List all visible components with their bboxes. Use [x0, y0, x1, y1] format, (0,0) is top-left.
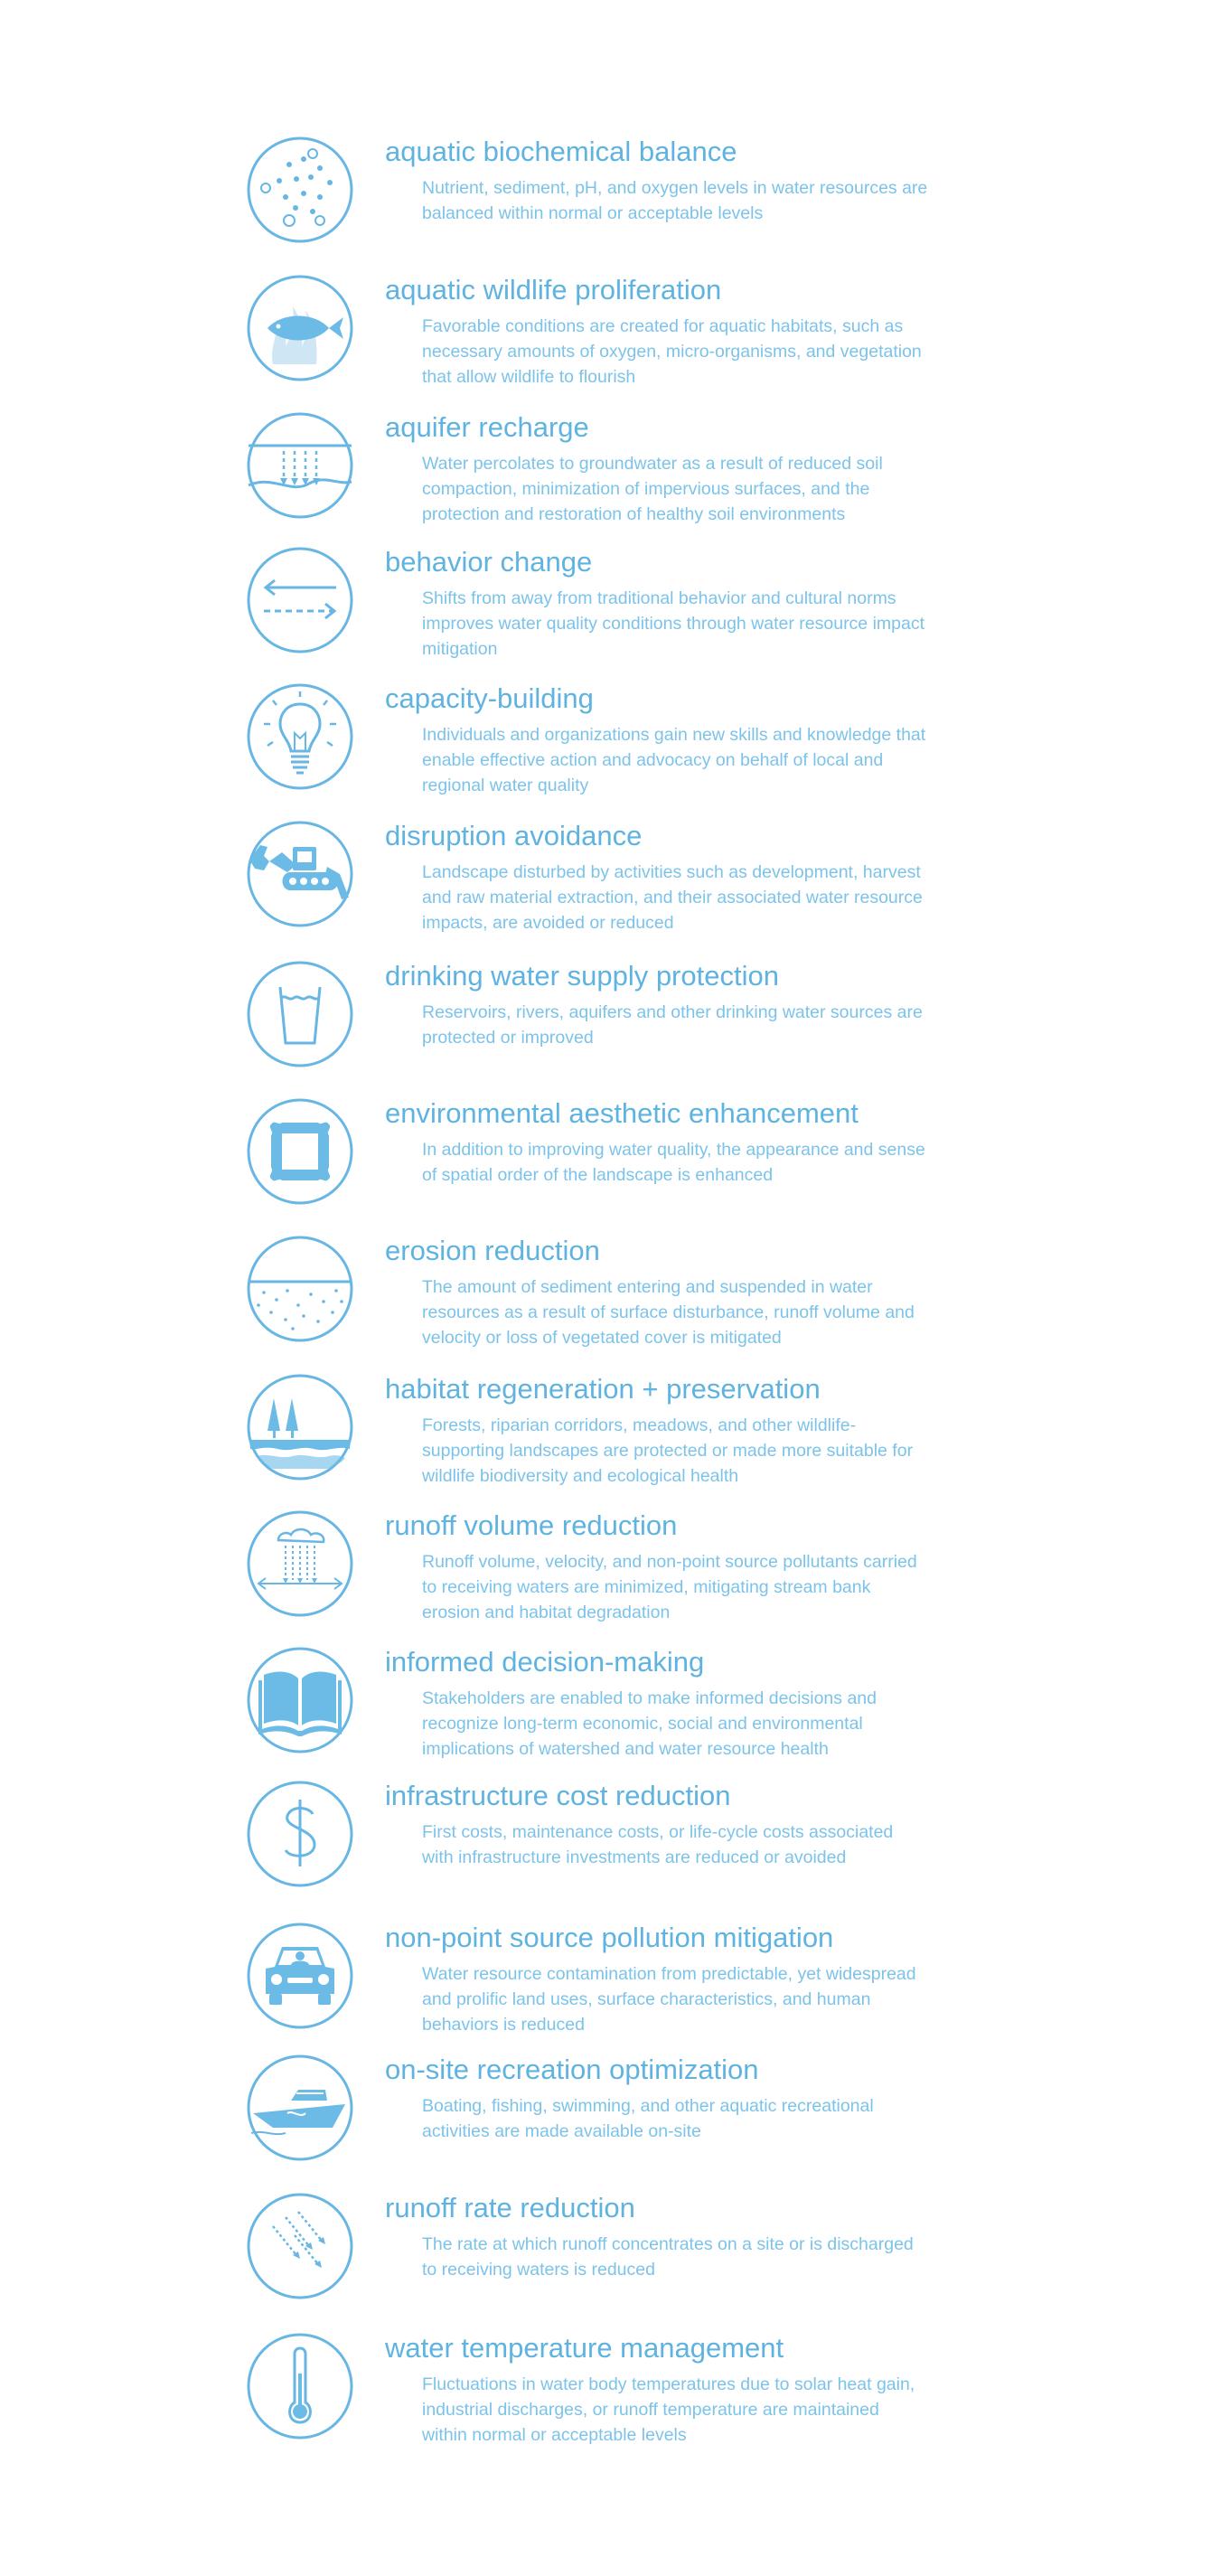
- item-title: infrastructure cost reduction: [385, 1780, 731, 1811]
- diagonal-arrows-icon: [246, 2192, 354, 2300]
- item-description: Water percolates to groundwater as a result of reduced soil compaction, minimization of impervious surfaces, and the protection and restoration of healthy soil environments: [422, 454, 883, 524]
- thermometer-icon: [246, 2332, 354, 2440]
- water-bubbles-icon: [246, 136, 354, 244]
- bulldozer-icon: [246, 820, 354, 928]
- item-description: Water resource contamination from predictable, yet widespread and prolific land uses, surface characteristics, and human behaviors is reduced: [422, 1964, 916, 2035]
- item-description: Individuals and organizations gain new skills and knowledge that enable effective action and advocacy on behalf of local and regional water quality: [422, 725, 926, 795]
- item-description: Fluctuations in water body temperatures due to solar heat gain, industrial discharges, or runoff temperature are maintained within normal or acceptable levels: [422, 2374, 915, 2445]
- item-title: environmental aesthetic enhancement: [385, 1097, 859, 1129]
- item-title: aquatic wildlife proliferation: [385, 274, 722, 306]
- item-title: drinking water supply protection: [385, 960, 779, 992]
- sediment-icon: [246, 1235, 354, 1343]
- fish-icon: [246, 274, 354, 382]
- item-description: Forests, riparian corridors, meadows, and other wildlife-supporting landscapes are protected or made more suitable for wildlife biodiversity and ecological health: [422, 1415, 914, 1486]
- picture-frame-icon: [246, 1097, 354, 1206]
- item-title: behavior change: [385, 546, 593, 578]
- car-icon: [246, 1922, 354, 2030]
- item-description: In addition to improving water quality, the appearance and sense of spatial order of the landscape is enhanced: [422, 1140, 925, 1185]
- item-description: Reservoirs, rivers, aquifers and other drinking water sources are protected or improved: [422, 1002, 923, 1048]
- item-title: erosion reduction: [385, 1235, 600, 1266]
- item-description: Runoff volume, velocity, and non-point source pollutants carried to receiving waters are minimized, mitigating stream bank erosion and habitat degradation: [422, 1552, 917, 1622]
- item-description: Favorable conditions are created for aquatic habitats, such as necessary amounts of oxygen, micro-organisms, and vegetation that allow wildlife to flourish: [422, 316, 922, 387]
- item-title: capacity-building: [385, 682, 594, 714]
- trees-icon: [246, 1373, 354, 1481]
- item-description: The amount of sediment entering and suspended in water resources as a result of surface disturbance, runoff volume and velocity or loss of vegetated cover is mitigated: [422, 1277, 915, 1348]
- item-description: Boating, fishing, swimming, and other aquatic recreational activities are made available on-site: [422, 2096, 874, 2141]
- item-title: informed decision-making: [385, 1646, 705, 1678]
- boat-icon: [246, 2054, 354, 2162]
- item-description: The rate at which runoff concentrates on a site or is discharged to receiving waters is reduced: [422, 2234, 914, 2280]
- item-title: on-site recreation optimization: [385, 2054, 759, 2085]
- rain-cloud-icon: [246, 1509, 354, 1618]
- aquifer-icon: [246, 411, 354, 520]
- item-description: Shifts from away from traditional behavior and cultural norms improves water quality conditions through water resource impact mitigation: [422, 588, 925, 659]
- item-title: water temperature management: [385, 2332, 784, 2364]
- lightbulb-icon: [246, 682, 354, 791]
- item-description: Nutrient, sediment, pH, and oxygen levels in water resources are balanced within normal or acceptable levels: [422, 178, 928, 223]
- item-description: Landscape disturbed by activities such as development, harvest and raw material extraction, and their associated water resource impacts, are avoided or reduced: [422, 862, 923, 933]
- water-glass-icon: [246, 960, 354, 1068]
- item-title: runoff rate reduction: [385, 2192, 635, 2223]
- item-title: non-point source pollution mitigation: [385, 1922, 834, 1953]
- item-description: Stakeholders are enabled to make informed decisions and recognize long-term economic, social and environmental implications of watershed and water resource health: [422, 1688, 877, 1759]
- item-title: aquifer recharge: [385, 411, 589, 443]
- arrows-icon: [246, 546, 354, 654]
- book-icon: [246, 1646, 354, 1754]
- item-title: aquatic biochemical balance: [385, 136, 737, 167]
- item-title: disruption avoidance: [385, 820, 643, 851]
- dollar-icon: [246, 1780, 354, 1888]
- item-title: habitat regeneration + preservation: [385, 1373, 821, 1405]
- item-title: runoff volume reduction: [385, 1509, 678, 1541]
- item-description: First costs, maintenance costs, or life-cycle costs associated with infrastructure investments are reduced or avoided: [422, 1822, 894, 1867]
